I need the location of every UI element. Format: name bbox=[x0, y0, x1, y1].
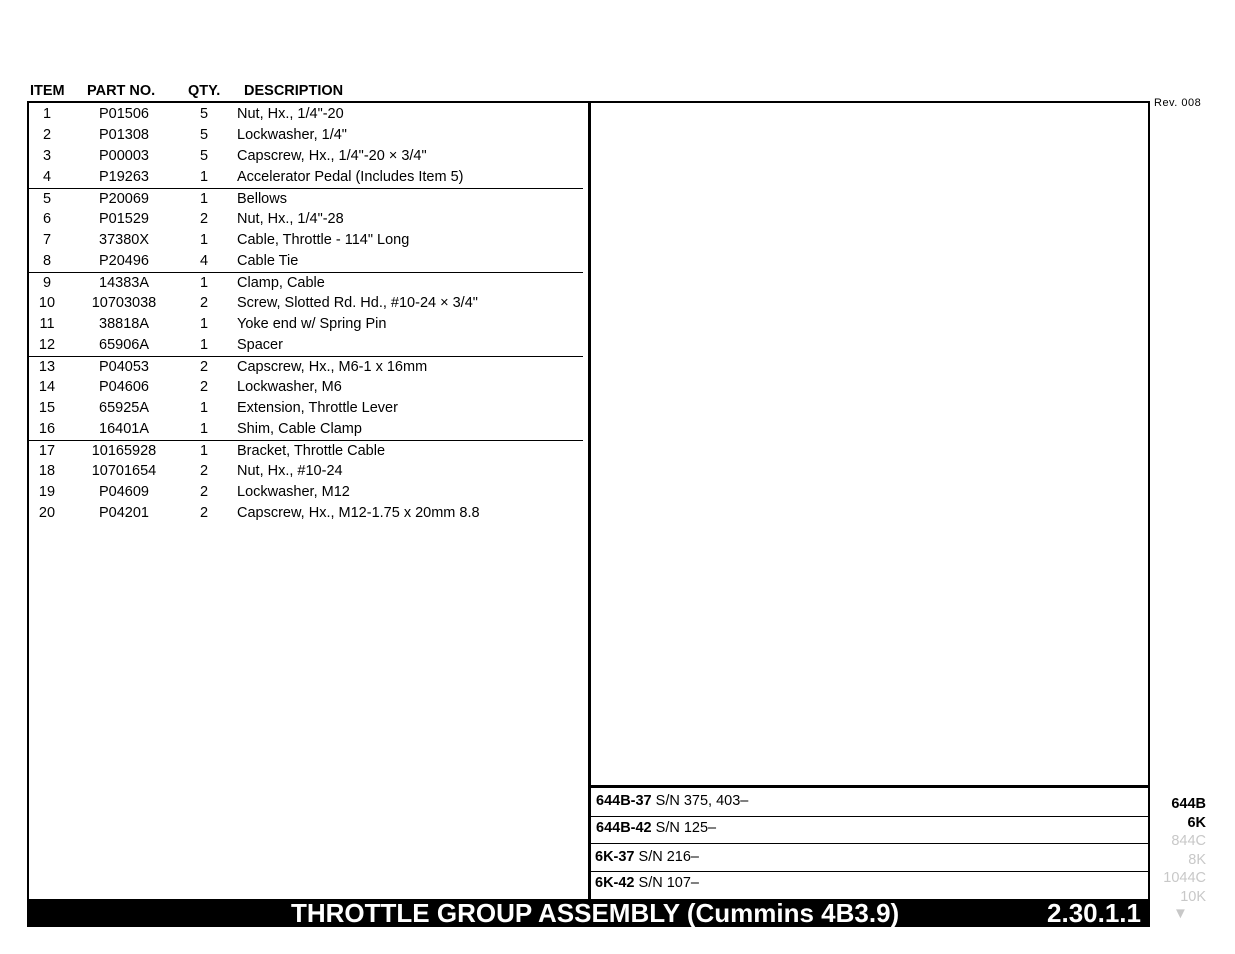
model-tab-8k[interactable]: 8K bbox=[1188, 851, 1206, 868]
parts-row bbox=[29, 293, 583, 314]
part-number: 65925A bbox=[99, 400, 149, 416]
part-item-number: 5 bbox=[42, 191, 52, 207]
parts-row bbox=[29, 272, 583, 294]
serial-range: S/N 125– bbox=[655, 820, 717, 836]
part-description: Lockwasher, M12 bbox=[237, 484, 350, 500]
part-item-number: 9 bbox=[42, 275, 52, 291]
part-quantity: 2 bbox=[199, 463, 209, 479]
part-number: P20069 bbox=[99, 191, 149, 207]
part-item-number: 15 bbox=[38, 400, 56, 416]
model-tab-6k[interactable]: 6K bbox=[1187, 814, 1206, 831]
part-description: Nut, Hx., 1/4"-28 bbox=[237, 211, 344, 227]
serial-range: S/N 107– bbox=[638, 875, 699, 891]
part-quantity: 1 bbox=[199, 421, 209, 437]
col-header-description: DESCRIPTION bbox=[244, 83, 344, 99]
serial-model: 6K-42 bbox=[595, 875, 635, 891]
part-description: Extension, Throttle Lever bbox=[237, 400, 398, 416]
part-quantity: 5 bbox=[199, 127, 209, 143]
serial-divider bbox=[591, 871, 1150, 872]
parts-row bbox=[29, 167, 583, 188]
serial-range: S/N 375, 403– bbox=[655, 793, 749, 809]
part-item-number: 19 bbox=[38, 484, 56, 500]
part-item-number: 14 bbox=[38, 379, 56, 395]
part-quantity: 4 bbox=[199, 253, 209, 269]
part-number: P01308 bbox=[99, 127, 149, 143]
parts-row bbox=[29, 398, 583, 419]
part-number: P20496 bbox=[99, 253, 149, 269]
part-description: Cable, Throttle - 114" Long bbox=[237, 232, 410, 248]
part-item-number: 7 bbox=[42, 232, 52, 248]
part-item-number: 16 bbox=[38, 421, 56, 437]
part-number: 38818A bbox=[99, 316, 149, 332]
parts-row bbox=[29, 251, 583, 272]
serial-divider bbox=[591, 816, 1150, 817]
part-description: Spacer bbox=[237, 337, 283, 353]
parts-row bbox=[29, 104, 583, 125]
parts-row bbox=[29, 314, 583, 335]
part-quantity: 1 bbox=[199, 169, 209, 185]
parts-row bbox=[29, 503, 583, 524]
parts-row bbox=[29, 356, 583, 378]
revision-label: Rev. 008 bbox=[1154, 97, 1202, 109]
title-bar bbox=[27, 899, 1150, 927]
part-description: Yoke end w/ Spring Pin bbox=[237, 316, 387, 332]
part-description: Lockwasher, 1/4" bbox=[237, 127, 347, 143]
part-item-number: 18 bbox=[38, 463, 56, 479]
serial-row bbox=[596, 820, 1155, 836]
part-number: 10701654 bbox=[91, 463, 157, 479]
model-tab-844c[interactable]: 844C bbox=[1171, 833, 1206, 849]
parts-row bbox=[29, 461, 583, 482]
part-description: Clamp, Cable bbox=[237, 275, 325, 291]
down-triangle-icon[interactable]: ▼ bbox=[1173, 905, 1188, 922]
col-header-part-no: PART NO. bbox=[87, 83, 156, 99]
parts-row bbox=[29, 209, 583, 230]
serial-model: 6K-37 bbox=[595, 849, 635, 865]
part-number: P04201 bbox=[99, 505, 149, 521]
part-item-number: 6 bbox=[42, 211, 52, 227]
part-description: Capscrew, Hx., M6-1 x 16mm bbox=[237, 359, 428, 375]
part-quantity: 1 bbox=[199, 337, 209, 353]
part-quantity: 5 bbox=[199, 106, 209, 122]
serial-divider bbox=[591, 843, 1150, 844]
parts-row bbox=[29, 482, 583, 503]
part-number: P01506 bbox=[99, 106, 149, 122]
parts-row bbox=[29, 146, 583, 167]
serial-range: S/N 216– bbox=[638, 849, 699, 865]
model-index bbox=[1150, 795, 1206, 906]
serial-row bbox=[595, 849, 1154, 865]
part-quantity: 2 bbox=[199, 484, 209, 500]
part-item-number: 11 bbox=[39, 316, 55, 332]
part-number: P19263 bbox=[99, 169, 149, 185]
part-quantity: 1 bbox=[199, 443, 209, 459]
model-tab-10k[interactable]: 10K bbox=[1180, 888, 1206, 905]
part-item-number: 3 bbox=[42, 148, 52, 164]
parts-row bbox=[29, 188, 583, 210]
page-title: THROTTLE GROUP ASSEMBLY (Cummins 4B3.9) bbox=[291, 898, 900, 928]
part-number: 10165928 bbox=[91, 443, 157, 459]
parts-row bbox=[29, 125, 583, 146]
col-header-qty: QTY. bbox=[188, 83, 221, 99]
part-description: Nut, Hx., #10-24 bbox=[237, 463, 343, 479]
serial-row bbox=[596, 793, 1155, 809]
part-number: P04606 bbox=[99, 379, 149, 395]
part-item-number: 10 bbox=[38, 295, 56, 311]
part-description: Lockwasher, M6 bbox=[237, 379, 342, 395]
part-quantity: 1 bbox=[199, 232, 209, 248]
page-number: 2.30.1.1 bbox=[1047, 898, 1141, 928]
part-item-number: 1 bbox=[42, 106, 52, 122]
part-quantity: 2 bbox=[199, 211, 209, 227]
part-quantity: 2 bbox=[199, 379, 209, 395]
part-number: P00003 bbox=[99, 148, 149, 164]
parts-row bbox=[29, 377, 583, 398]
part-description: Cable Tie bbox=[237, 253, 299, 269]
part-number: P04609 bbox=[99, 484, 149, 500]
part-item-number: 17 bbox=[38, 443, 56, 459]
illustration-area bbox=[591, 101, 1150, 785]
part-quantity: 1 bbox=[199, 191, 209, 207]
part-quantity: 2 bbox=[199, 295, 209, 311]
part-number: 14383A bbox=[99, 275, 149, 291]
part-description: Bellows bbox=[237, 191, 287, 207]
col-header-item: ITEM bbox=[30, 83, 65, 99]
part-description: Accelerator Pedal (Includes Item 5) bbox=[237, 169, 464, 185]
part-quantity: 1 bbox=[199, 316, 209, 332]
part-item-number: 8 bbox=[42, 253, 52, 269]
part-item-number: 12 bbox=[38, 337, 56, 353]
part-description: Nut, Hx., 1/4"-20 bbox=[237, 106, 344, 122]
part-description: Shim, Cable Clamp bbox=[237, 421, 362, 437]
serial-model: 644B-37 bbox=[596, 793, 652, 809]
part-quantity: 2 bbox=[199, 359, 209, 375]
part-number: P01529 bbox=[99, 211, 149, 227]
part-description: Screw, Slotted Rd. Hd., #10-24 × 3/4" bbox=[237, 295, 478, 311]
model-tab-644b[interactable]: 644B bbox=[1171, 796, 1206, 812]
parts-row bbox=[29, 440, 583, 462]
serial-number-box bbox=[591, 785, 1150, 899]
part-item-number: 4 bbox=[42, 169, 52, 185]
part-quantity: 1 bbox=[199, 400, 209, 416]
part-quantity: 5 bbox=[199, 148, 209, 164]
parts-row bbox=[29, 335, 583, 356]
serial-model: 644B-42 bbox=[596, 820, 652, 836]
part-quantity: 1 bbox=[199, 275, 209, 291]
part-item-number: 2 bbox=[42, 127, 52, 143]
part-description: Capscrew, Hx., M12-1.75 x 20mm 8.8 bbox=[237, 505, 480, 521]
part-description: Capscrew, Hx., 1/4"-20 × 3/4" bbox=[237, 148, 427, 164]
part-description: Bracket, Throttle Cable bbox=[237, 443, 386, 459]
part-quantity: 2 bbox=[199, 505, 209, 521]
part-number: 65906A bbox=[99, 337, 149, 353]
part-number: 10703038 bbox=[91, 295, 157, 311]
part-item-number: 20 bbox=[38, 505, 56, 521]
model-tab-1044c[interactable]: 1044C bbox=[1163, 870, 1206, 886]
parts-row bbox=[29, 230, 583, 251]
part-number: P04053 bbox=[99, 359, 149, 375]
part-number: 16401A bbox=[99, 421, 149, 437]
part-item-number: 13 bbox=[38, 359, 56, 375]
serial-row bbox=[595, 875, 1154, 891]
part-number: 37380X bbox=[99, 232, 149, 248]
parts-row bbox=[29, 419, 583, 440]
